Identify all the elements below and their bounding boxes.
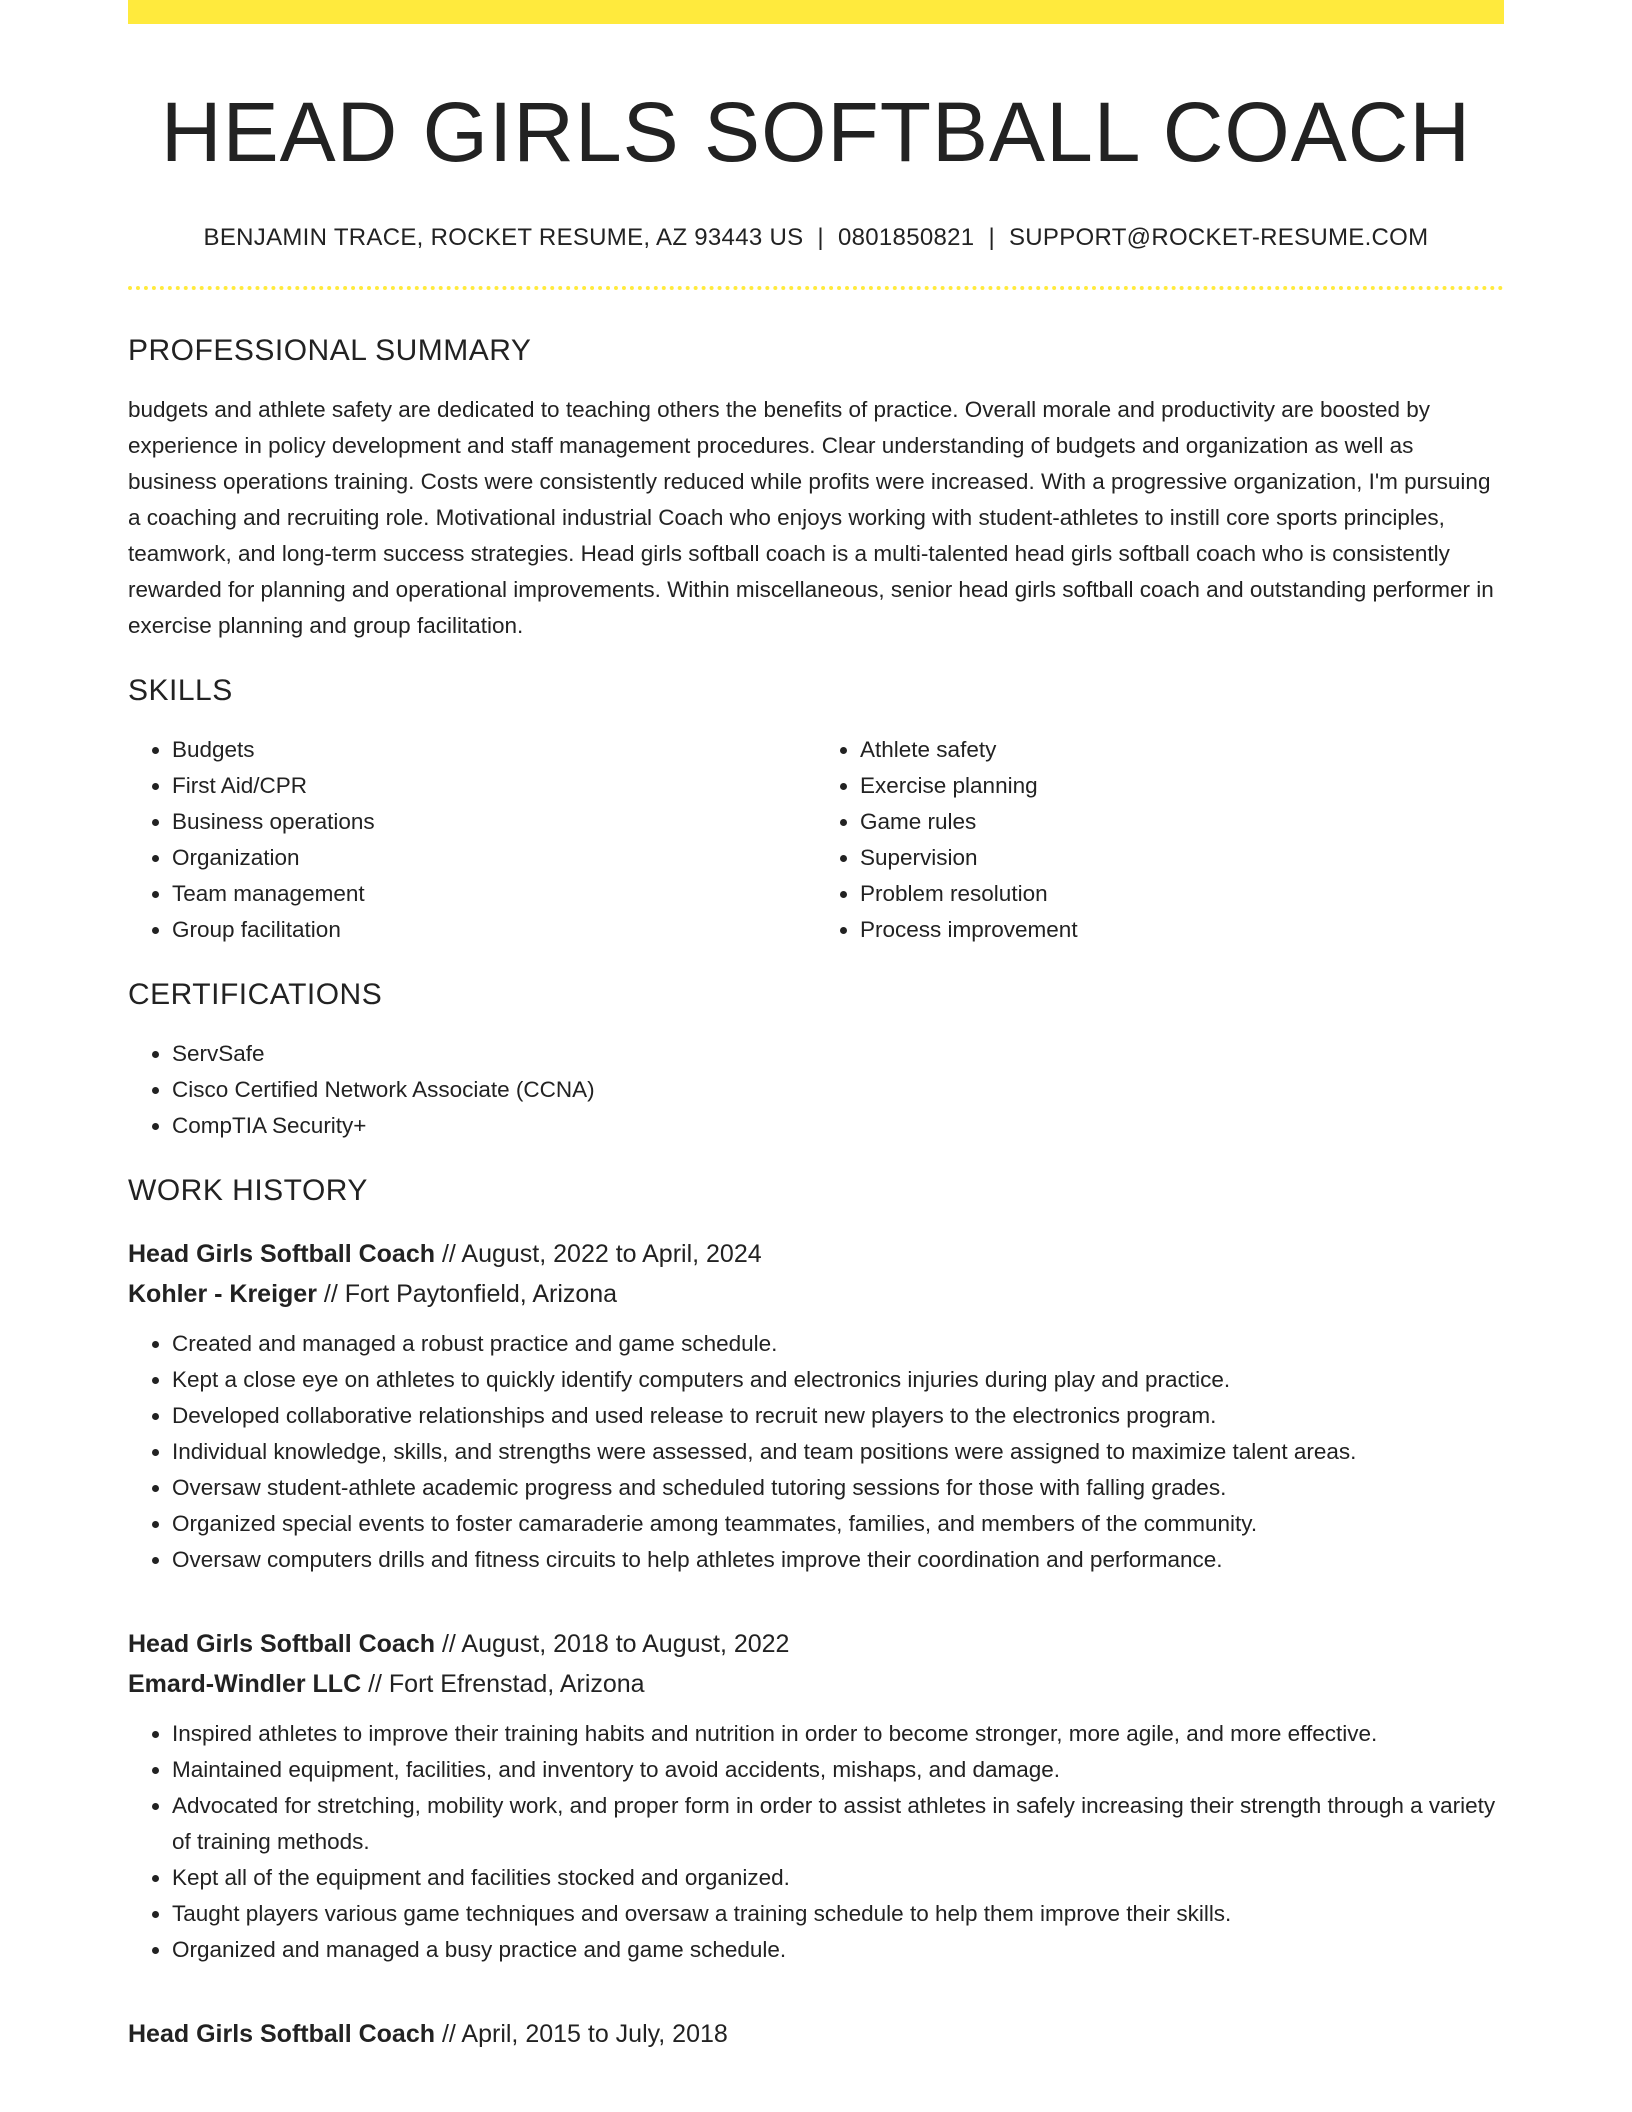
contact-email[interactable]: SUPPORT@ROCKET-RESUME.COM (1008, 224, 1429, 252)
summary-heading: PROFESSIONAL SUMMARY (128, 334, 532, 368)
job-role: Head Girls Softball Coach (128, 2020, 436, 2049)
contact-separator: | (817, 224, 824, 252)
skills-list-right (816, 732, 1504, 948)
dotted-divider (128, 286, 1504, 290)
job-role-line (128, 2014, 1504, 2054)
skill-item: • Process improvement (860, 912, 1504, 948)
skill-item: • Exercise planning (860, 768, 1504, 804)
skill-item: • Supervision (860, 840, 1504, 876)
job-bullet: • Oversaw student-athlete academic progress and scheduled tutoring sessions for those with falling grades. (172, 1470, 1504, 1506)
certification-item: • ServSafe (172, 1036, 1504, 1072)
skill-item: • Organization (172, 840, 816, 876)
skill-item: • Business operations (172, 804, 816, 840)
job-company: Kohler - Kreiger (128, 1280, 317, 1309)
job-bullets (128, 1326, 1504, 1578)
certifications-heading: CERTIFICATIONS (128, 978, 383, 1012)
job-location: // Fort Efrenstad, Arizona (361, 1670, 645, 1699)
summary-text: budgets and athlete safety are dedicated to teaching others the benefits of practice. Overall morale and productivity are boosted by experience in policy development and staff management procedures. Clear understanding of budgets and organization as well as business operations training. Costs were consistently reduced while profits were increased. With a progressive organization, I'm pursuing a coaching and recruiting role. Motivational industrial Coach who enjoys working with student-athletes to instill core sports principles, teamwork, and long-term success strategies. Head girls softball coach is a multi-talented head girls softball coach who is consistently rewarded for planning and operational improvements. Within miscellaneous, senior head girls softball coach and outstanding performer in exercise planning and group facilitation. (128, 397, 1494, 639)
skill-item: • First Aid/CPR (172, 768, 816, 804)
job-bullet: • Developed collaborative relationships and used release to recruit new players to the electronics program. (172, 1398, 1504, 1434)
job-entry (128, 2014, 1504, 2054)
contact-phone: 0801850821 (837, 224, 975, 252)
job-dates: // August, 2018 to August, 2022 (435, 1630, 790, 1659)
job-bullet: • Advocated for stretching, mobility work, and proper form in order to assist athletes in safely increasing their strength through a variety of training methods. (172, 1788, 1504, 1860)
work-history-heading: WORK HISTORY (128, 1174, 368, 1208)
job-bullet: • Created and managed a robust practice and game schedule. (172, 1326, 1504, 1362)
skill-item: • Game rules (860, 804, 1504, 840)
job-company-line (128, 1664, 1504, 1704)
job-bullet: • Kept a close eye on athletes to quickly identify computers and electronics injuries during play and practice. (172, 1362, 1504, 1398)
job-bullet: • Maintained equipment, facilities, and inventory to avoid accidents, mishaps, and damage. (172, 1752, 1504, 1788)
job-bullet: • Taught players various game techniques and oversaw a training schedule to help them improve their skills. (172, 1896, 1504, 1932)
contact-line (128, 224, 1504, 252)
job-role-line (128, 1624, 1504, 1664)
job-entry (128, 1624, 1504, 1968)
certifications-list (128, 1036, 1504, 1144)
certification-item: • CompTIA Security+ (172, 1108, 1504, 1144)
job-bullet: • Organized special events to foster camaraderie among teammates, families, and members of the community. (172, 1506, 1504, 1542)
skill-item: • Athlete safety (860, 732, 1504, 768)
job-bullet: • Kept all of the equipment and facilities stocked and organized. (172, 1860, 1504, 1896)
job-location: // Fort Paytonfield, Arizona (316, 1280, 618, 1309)
job-bullet: • Oversaw computers drills and fitness circuits to help athletes improve their coordination and performance. (172, 1542, 1504, 1578)
job-bullet: • Inspired athletes to improve their training habits and nutrition in order to become stronger, more agile, and more effective. (172, 1716, 1504, 1752)
skill-item: • Team management (172, 876, 816, 912)
contact-separator: | (988, 224, 995, 252)
skill-item: • Budgets (172, 732, 816, 768)
job-bullet: • Individual knowledge, skills, and strengths were assessed, and team positions were assigned to maximize talent areas. (172, 1434, 1504, 1470)
job-company: Emard-Windler LLC (128, 1670, 362, 1699)
job-role: Head Girls Softball Coach (128, 1240, 436, 1269)
resume-page (128, 0, 1504, 2054)
certification-item: • Cisco Certified Network Associate (CCNA) (172, 1072, 1504, 1108)
contact-address: BENJAMIN TRACE, ROCKET RESUME, AZ 93443 US (203, 224, 804, 252)
skill-item: • Group facilitation (172, 912, 816, 948)
accent-top-bar (128, 0, 1504, 24)
job-role-line (128, 1234, 1504, 1274)
resume-title: HEAD GIRLS SOFTBALL COACH (160, 85, 1472, 179)
job-entry (128, 1234, 1504, 1578)
job-role: Head Girls Softball Coach (128, 1630, 436, 1659)
skill-item: • Problem resolution (860, 876, 1504, 912)
skills-heading: SKILLS (128, 674, 233, 708)
job-company-line (128, 1274, 1504, 1314)
job-dates: // April, 2015 to July, 2018 (435, 2020, 728, 2049)
skills-columns (128, 732, 1504, 948)
job-bullet: • Organized and managed a busy practice and game schedule. (172, 1932, 1504, 1968)
skills-list-left (128, 732, 816, 948)
job-bullets (128, 1716, 1504, 1968)
job-dates: // August, 2022 to April, 2024 (435, 1240, 762, 1269)
